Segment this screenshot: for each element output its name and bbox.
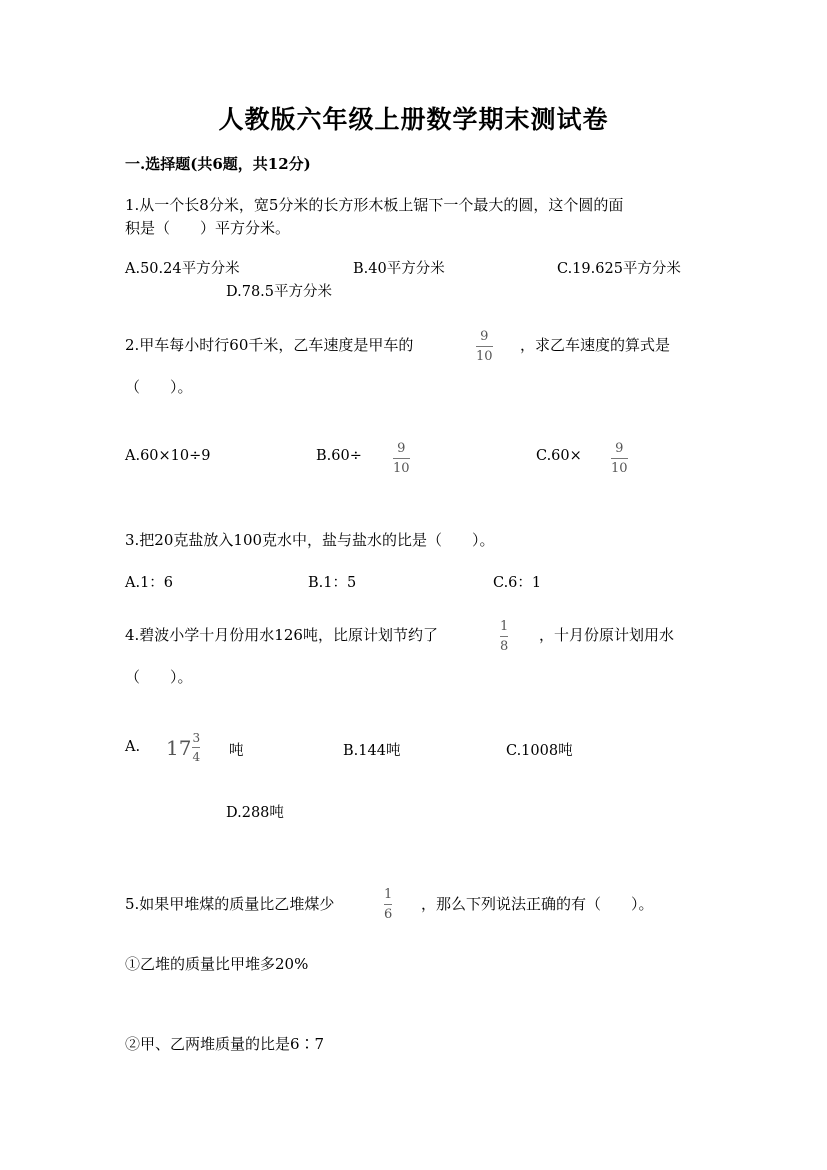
question-1-line-1: 1.从一个长8分米，宽5分米的长方形木板上锯下一个最大的圆，这个圆的面 — [125, 196, 624, 214]
question-5-fraction — [384, 888, 392, 921]
fraction-numerator: 9 — [480, 329, 489, 344]
mixed-number-whole: 17 — [166, 735, 192, 760]
question-4-option-c[interactable]: C.1008吨 — [506, 743, 573, 759]
question-2-option-b-label: B.60÷ — [316, 448, 362, 464]
question-5-statement-1: ①乙堆的质量比甲堆多20% — [125, 955, 309, 973]
question-3-option-b[interactable]: B.1：5 — [308, 575, 357, 591]
question-4-option-a-unit: 吨 — [229, 743, 244, 759]
question-2-option-a[interactable]: A.60×10÷9 — [125, 448, 211, 464]
fraction-denominator: 4 — [192, 750, 201, 764]
page-title: 人教版六年级上册数学期末测试卷 — [218, 105, 609, 134]
fraction-numerator: 3 — [192, 731, 201, 745]
question-1-option-d[interactable]: D.78.5平方分米 — [226, 284, 333, 300]
fraction-denominator: 6 — [384, 907, 393, 922]
question-2-line-2: （ ）。 — [125, 378, 193, 396]
fraction-bar — [476, 346, 493, 347]
question-4-option-a-label: A. — [125, 739, 141, 755]
question-1-option-b[interactable]: B.40平方分米 — [353, 261, 445, 277]
fraction-bar — [192, 747, 200, 748]
question-2-option-b-fraction — [393, 442, 410, 475]
fraction-bar — [500, 636, 508, 637]
question-4-text-after: ，十月份原计划用水 — [539, 626, 675, 644]
question-4-option-b[interactable]: B.144吨 — [343, 743, 401, 759]
question-5-text-after: ，那么下列说法正确的有（ ）。 — [421, 895, 654, 913]
section-heading: 一.选择题(共6题，共12分) — [125, 155, 311, 173]
fraction-denominator: 10 — [476, 349, 493, 364]
question-3-text: 3.把20克盐放入100克水中，盐与盐水的比是（ ）。 — [125, 531, 495, 549]
fraction-numerator: 1 — [500, 619, 509, 634]
fraction-bar — [384, 904, 392, 905]
fraction-bar — [393, 458, 410, 459]
question-1-line-2: 积是（ ）平方分米。 — [125, 219, 291, 237]
question-1-option-a[interactable]: A.50.24平方分米 — [125, 261, 240, 277]
fraction-denominator: 10 — [611, 461, 628, 476]
mixed-number-fraction — [192, 732, 200, 763]
question-2-option-c-label: C.60× — [536, 448, 582, 464]
fraction-denominator: 8 — [500, 639, 509, 654]
question-1-option-c[interactable]: C.19.625平方分米 — [557, 261, 681, 277]
fraction-numerator: 9 — [615, 441, 624, 456]
question-4-line-2: （ ）。 — [125, 668, 193, 686]
question-4-text-before: 4.碧波小学十月份用水126吨，比原计划节约了 — [125, 626, 438, 644]
question-2-option-c-fraction — [611, 442, 628, 475]
question-3-option-a[interactable]: A.1：6 — [125, 575, 174, 591]
question-2-text-after: ，求乙车速度的算式是 — [520, 336, 671, 354]
question-5-statement-2: ②甲、乙两堆质量的比是6∶7 — [125, 1035, 325, 1053]
fraction-bar — [611, 458, 628, 459]
fraction-numerator: 1 — [384, 887, 393, 902]
question-3-option-c[interactable]: C.6：1 — [493, 575, 542, 591]
question-2-text-before: 2.甲车每小时行60千米，乙车速度是甲车的 — [125, 336, 414, 354]
question-4-option-a-mixed-number — [166, 732, 200, 763]
question-5-text-before: 5.如果甲堆煤的质量比乙堆煤少 — [125, 895, 335, 913]
question-4-fraction — [500, 620, 508, 653]
fraction-denominator: 10 — [393, 461, 410, 476]
question-2-fraction — [476, 330, 493, 363]
fraction-numerator: 9 — [397, 441, 406, 456]
question-4-option-d[interactable]: D.288吨 — [226, 805, 284, 821]
